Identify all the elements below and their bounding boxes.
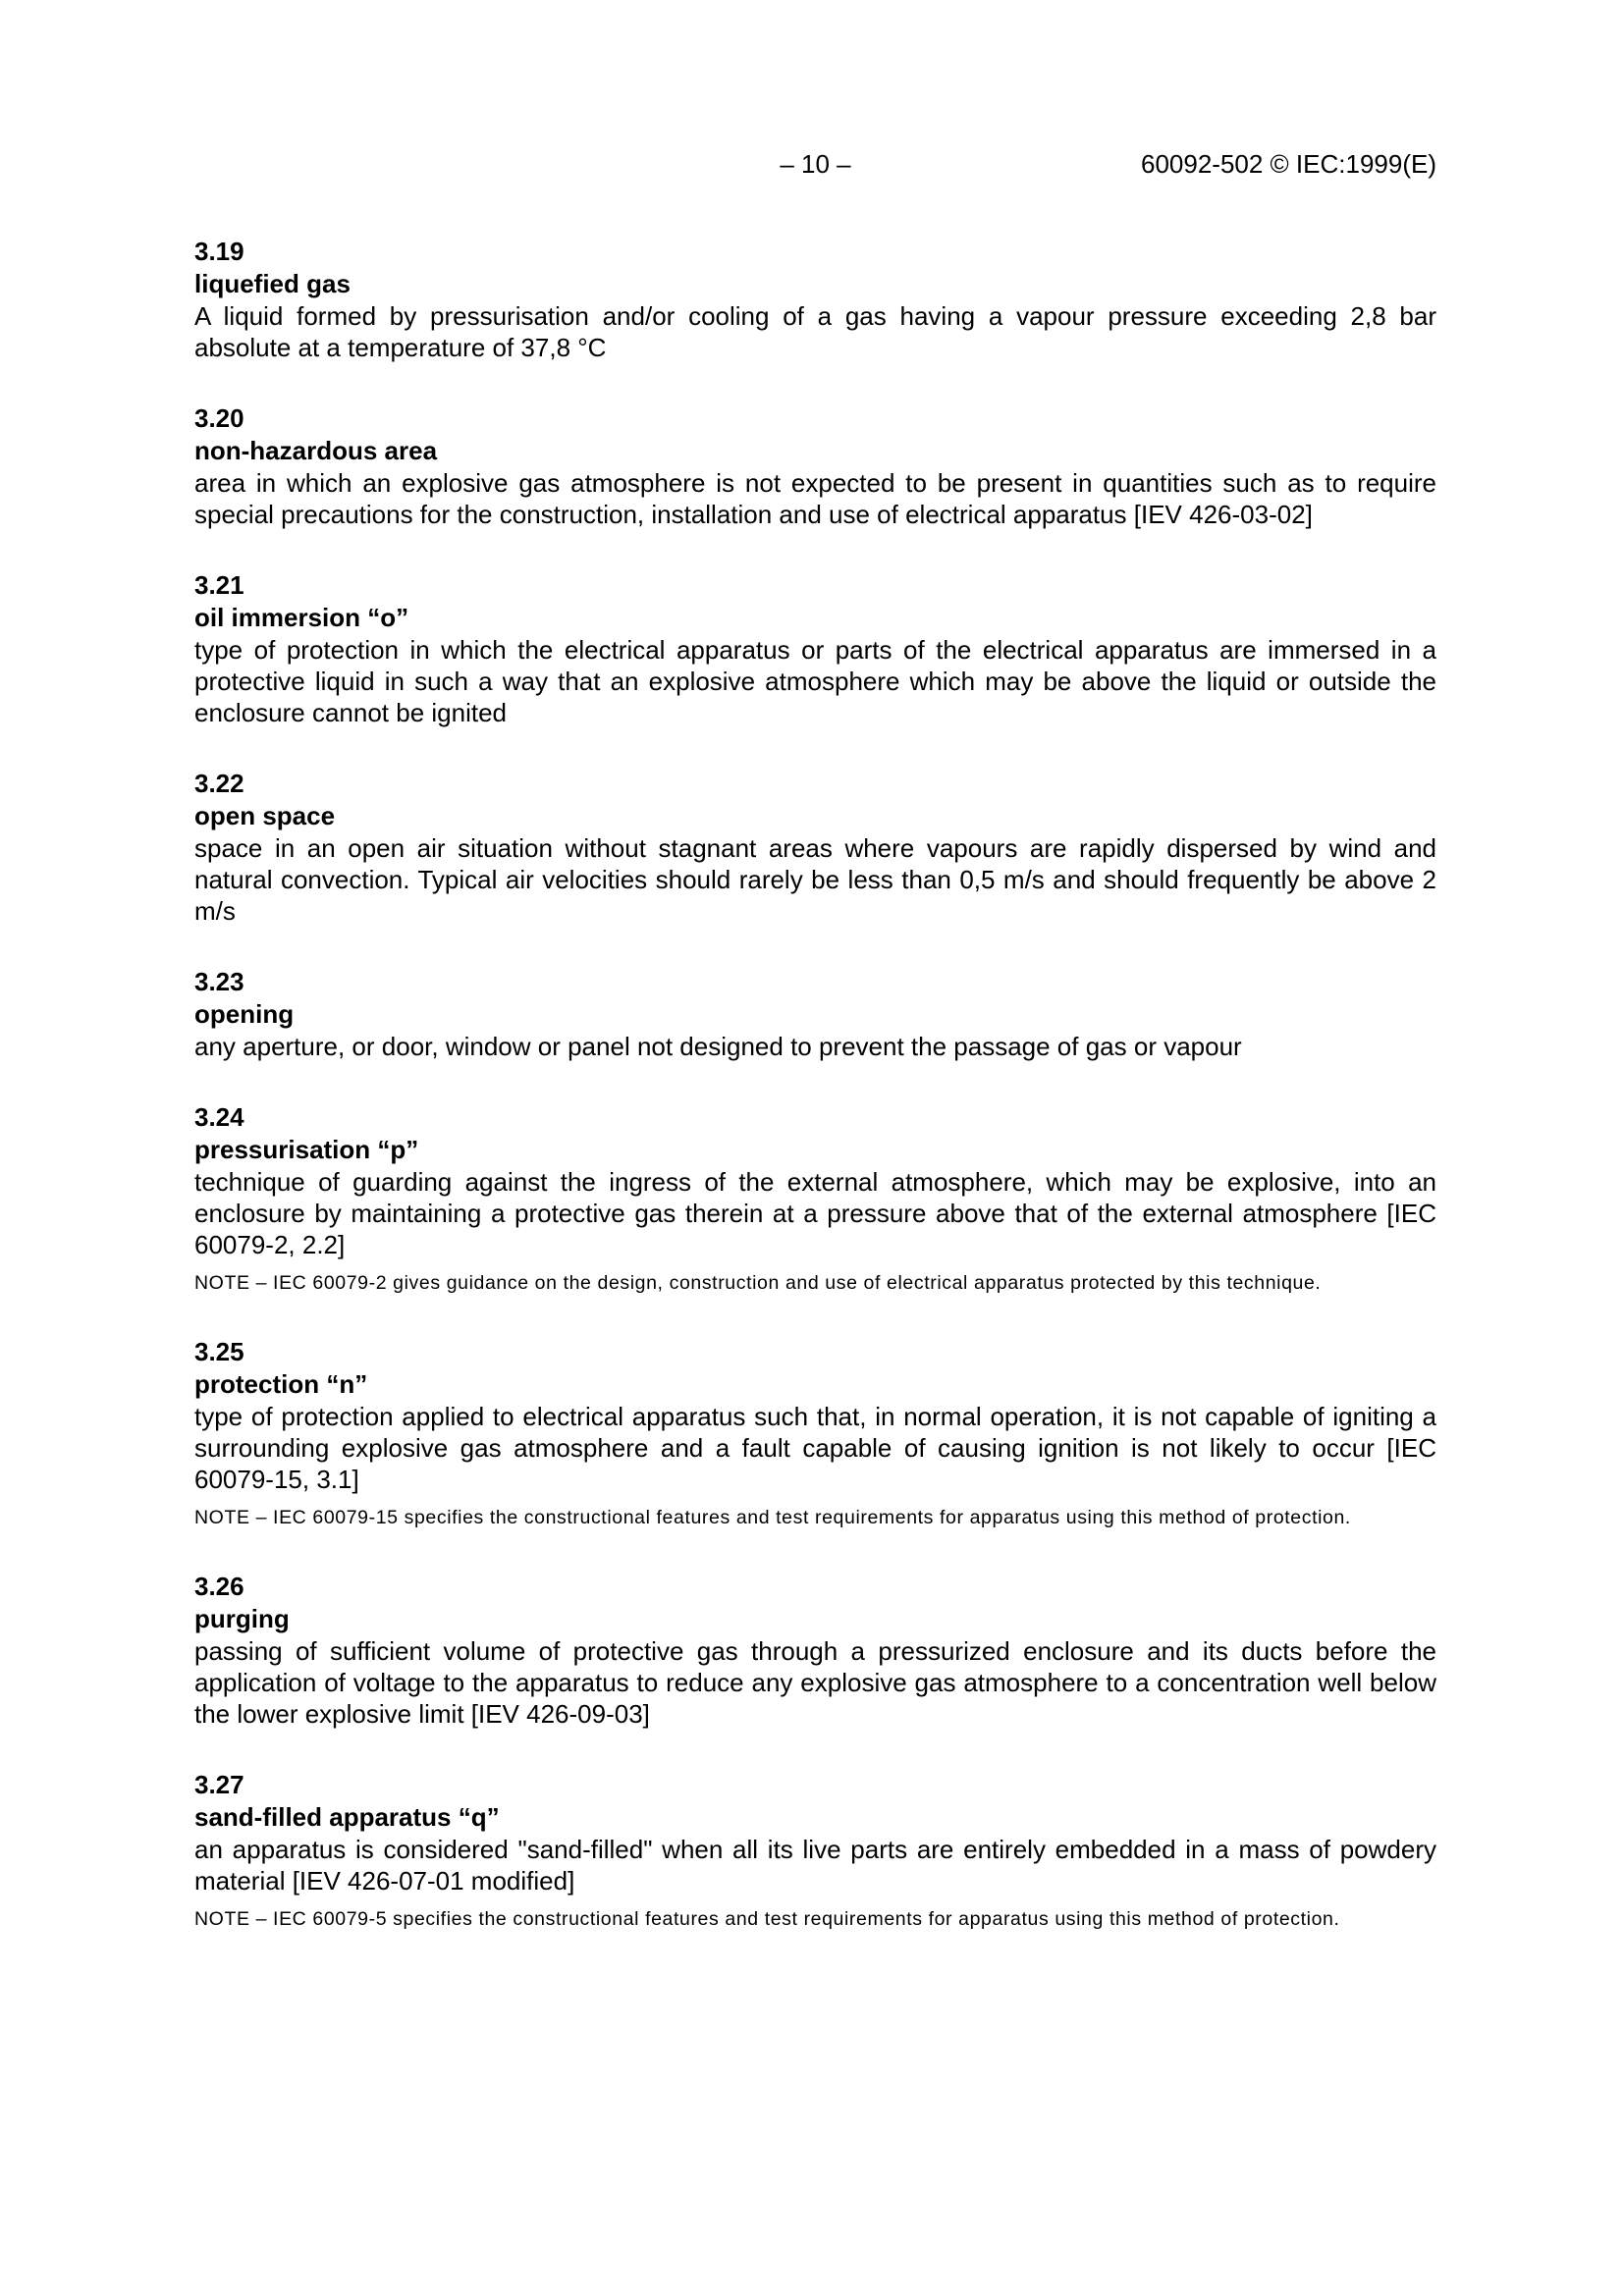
- term-note: NOTE – IEC 60079-15 specifies the constructional features and test requirements for apparatus using this method of protection.: [194, 1507, 1351, 1528]
- term-title: purging: [194, 1604, 290, 1633]
- term-definition: passing of sufficient volume of protective gas through a pressurized enclosure and its ducts before the application of voltage to the apparatus to reduce any explosive gas atmosphere to a concentration well below the lower explosive limit [IEV 426-09-03]: [194, 1636, 1436, 1729]
- term-number: 3.27: [194, 1770, 244, 1799]
- term-note: NOTE – IEC 60079-5 specifies the constructional features and test requirements for apparatus using this method of protection.: [194, 1908, 1340, 1930]
- document-reference: 60092-502 © IEC:1999(E): [1140, 149, 1436, 179]
- term-definition: type of protection in which the electrical apparatus or parts of the electrical apparatus are immersed in a protective liquid in such a way that an explosive atmosphere which may be above the liquid or outside the enclosure cannot be ignited: [194, 635, 1436, 727]
- term-entry: [194, 1336, 1436, 1531]
- term-definition: any aperture, or door, window or panel not designed to prevent the passage of gas or vapour: [194, 1032, 1242, 1061]
- term-definition: type of protection applied to electrical apparatus such that, in normal operation, it is not capable of igniting a surrounding explosive gas atmosphere and a fault capable of causing ignition is not likely to occur [IEC 60079-15, 3.1]: [194, 1402, 1436, 1494]
- term-number: 3.21: [194, 570, 244, 600]
- page-number: – 10 –: [780, 149, 851, 179]
- term-title: non-hazardous area: [194, 436, 438, 465]
- term-title: oil immersion “o”: [194, 603, 409, 632]
- term-entry: [194, 402, 1436, 530]
- term-number: 3.20: [194, 403, 244, 433]
- term-note: NOTE – IEC 60079-2 gives guidance on the design, construction and use of electrical apparatus protected by this technique.: [194, 1272, 1322, 1294]
- term-entry: [194, 768, 1436, 927]
- term-number: 3.22: [194, 769, 244, 798]
- term-title: liquefied gas: [194, 269, 351, 298]
- term-definition: an apparatus is considered "sand-filled" when all its live parts are entirely embedded in a mass of powdery material [IEV 426-07-01 modified]: [194, 1835, 1436, 1896]
- page-header: [194, 149, 1436, 183]
- term-entry: [194, 1769, 1436, 1933]
- term-title: pressurisation “p”: [194, 1135, 419, 1164]
- term-entry: [194, 236, 1436, 363]
- term-number: 3.26: [194, 1572, 244, 1601]
- term-number: 3.24: [194, 1102, 244, 1132]
- term-definition: area in which an explosive gas atmosphere is not expected to be present in quantities such as to require special precautions for the construction, installation and use of electrical apparatus [IEV 426-03-02]: [194, 468, 1436, 529]
- term-number: 3.19: [194, 237, 244, 266]
- term-title: sand-filled apparatus “q”: [194, 1802, 500, 1832]
- term-entry: [194, 1101, 1436, 1297]
- term-title: opening: [194, 999, 295, 1029]
- term-title: open space: [194, 801, 336, 830]
- term-definition: A liquid formed by pressurisation and/or cooling of a gas having a vapour pressure exceeding 2,8 bar absolute at a temperature of 37,8 °C: [194, 301, 1436, 362]
- term-entry: [194, 966, 1436, 1062]
- term-entry: [194, 1571, 1436, 1730]
- term-definition: space in an open air situation without stagnant areas where vapours are rapidly dispersed by wind and natural convection. Typical air velocities should rarely be less than 0,5 m/s and should frequently be above 2 m/s: [194, 833, 1436, 926]
- term-title: protection “n”: [194, 1369, 368, 1399]
- term-number: 3.23: [194, 967, 244, 996]
- term-definition: technique of guarding against the ingress of the external atmosphere, which may be explosive, into an enclosure by maintaining a protective gas therein at a pressure above that of the external atmosphere [IEC 60079-2, 2.2]: [194, 1167, 1436, 1259]
- definitions-list: [194, 236, 1436, 1972]
- term-entry: [194, 569, 1436, 728]
- term-number: 3.25: [194, 1337, 244, 1366]
